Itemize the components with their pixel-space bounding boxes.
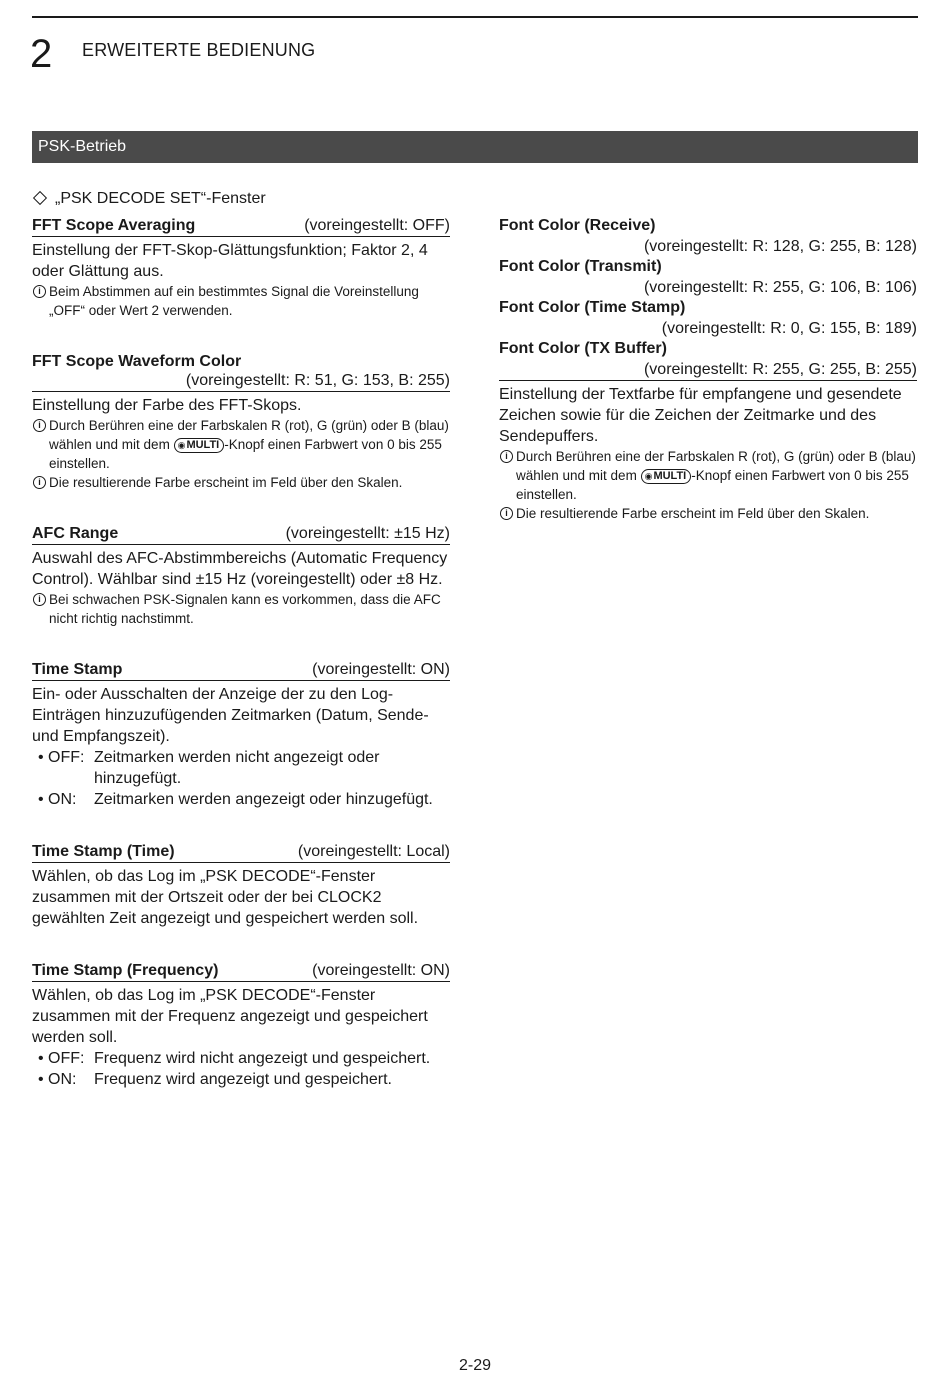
option-label: • ON:	[38, 791, 77, 808]
setting-header	[32, 961, 450, 982]
setting-description: Ein- oder Ausschalten der Anzeige der zu den Log-Einträgen hinzuzufügenden Zeitmarken (Datum, Sende- und Empfangszeit).	[32, 686, 429, 745]
setting-time-stamp-time	[32, 842, 450, 929]
note-text-b: -Knopf einen Farbwert von 0 bis 255 einstellen.	[49, 437, 442, 471]
note-text: Die resultierende Farbe erscheint im Feld über den Skalen.	[49, 475, 403, 490]
setting-default: (voreingestellt: ON)	[312, 962, 450, 979]
note	[499, 504, 917, 523]
setting-fft-color	[32, 352, 450, 492]
setting-default-tx-buffer: (voreingestellt: R: 255, G: 255, B: 255)	[499, 359, 917, 381]
note	[32, 473, 450, 492]
section-title-bar	[32, 131, 918, 163]
setting-default: (voreingestellt: R: 51, G: 153, B: 255)	[185, 372, 450, 389]
info-circle-icon: i	[33, 476, 46, 489]
info-circle-icon: i	[500, 450, 513, 463]
option-text: Zeitmarken werden nicht angezeigt oder hinzugefügt.	[94, 749, 380, 787]
setting-default-receive: (voreingestellt: R: 128, G: 255, B: 128)	[643, 238, 917, 255]
setting-default: (voreingestellt: OFF)	[304, 217, 450, 234]
multi-key-label: MULTI	[186, 439, 220, 451]
setting-default-time-stamp: (voreingestellt: R: 0, G: 155, B: 189)	[661, 320, 917, 337]
setting-header	[32, 842, 450, 863]
setting-header	[32, 352, 450, 392]
setting-name-transmit: Font Color (Transmit)	[499, 258, 662, 275]
note	[32, 416, 450, 473]
multi-key-label: MULTI	[653, 470, 687, 482]
setting-description: Einstellung der FFT-Skop-Glättungsfunktion; Faktor 2, 4 oder Glättung aus.	[32, 242, 428, 280]
setting-description: Wählen, ob das Log im „PSK DECODE“-Fenster zusammen mit der Frequenz angezeigt und gespeichert werden soll.	[32, 987, 428, 1046]
setting-description: Wählen, ob das Log im „PSK DECODE“-Fenster zusammen mit der Ortszeit oder der bei CLOCK2 gewählten Zeit angezeigt und gespeichert werden soll.	[32, 868, 419, 927]
chapter-title: ERWEITERTE BEDIENUNG	[82, 40, 316, 60]
setting-default: (voreingestellt: Local)	[297, 843, 450, 860]
multi-knob-key	[641, 469, 692, 484]
setting-description: Einstellung der Farbe des FFT-Skops.	[32, 397, 302, 414]
knob-icon: ◉	[177, 440, 186, 450]
setting-name-tx-buffer: Font Color (TX Buffer)	[499, 340, 667, 357]
setting-name-receive: Font Color (Receive)	[499, 217, 656, 234]
top-rule	[32, 16, 918, 18]
setting-name: FFT Scope Waveform Color	[32, 353, 242, 370]
knob-icon: ◉	[644, 471, 653, 481]
info-circle-icon: i	[33, 285, 46, 298]
note-text: Bei schwachen PSK-Signalen kann es vorkommen, dass die AFC nicht richtig nachstimmt.	[49, 592, 441, 626]
note	[499, 447, 917, 504]
section-title: PSK-Betrieb	[38, 138, 127, 155]
setting-name-time-stamp: Font Color (Time Stamp)	[499, 299, 686, 316]
note	[32, 282, 450, 320]
page-number: 2-29	[458, 1357, 492, 1374]
setting-font-colors	[499, 216, 917, 523]
note-text-b: -Knopf einen Farbwert von 0 bis 255 einstellen.	[516, 468, 909, 502]
note-text: Beim Abstimmen auf ein bestimmtes Signal die Voreinstellung „OFF“ oder Wert 2 verwenden.	[49, 284, 419, 318]
setting-fft-averaging	[32, 216, 450, 320]
info-circle-icon: i	[33, 593, 46, 606]
chapter-number: 2	[30, 32, 53, 76]
subsection-heading	[32, 188, 450, 210]
option-text: Frequenz wird nicht angezeigt und gespeichert.	[94, 1050, 431, 1067]
option-label: • OFF:	[38, 1050, 85, 1067]
setting-time-stamp-frequency	[32, 961, 450, 1090]
setting-name: Time Stamp	[32, 661, 123, 678]
setting-name: FFT Scope Averaging	[32, 217, 196, 234]
setting-name: Time Stamp (Time)	[32, 843, 175, 860]
setting-time-stamp	[32, 660, 450, 810]
info-circle-icon: i	[33, 419, 46, 432]
note-text: Die resultierende Farbe erscheint im Feld über den Skalen.	[516, 506, 870, 521]
note-text-a: Durch Berühren eine der Farbskalen R (rot), G (grün) oder B (blau) wählen und mit dem	[49, 418, 449, 452]
setting-header	[32, 216, 450, 237]
option-label: • OFF:	[38, 749, 85, 766]
option-text: Zeitmarken werden angezeigt oder hinzugefügt.	[94, 791, 433, 808]
diamond-outline-icon	[33, 191, 47, 205]
subsection-title: „PSK DECODE SET“-Fenster	[55, 190, 266, 207]
multi-knob-key	[174, 438, 225, 453]
setting-default-transmit: (voreingestellt: R: 255, G: 106, B: 106)	[643, 279, 917, 296]
left-column	[32, 188, 450, 1122]
info-circle-icon: i	[500, 507, 513, 520]
setting-name: AFC Range	[32, 525, 119, 542]
right-column	[499, 216, 917, 555]
note	[32, 590, 450, 628]
option-off	[32, 1048, 450, 1069]
option-text: Frequenz wird angezeigt und gespeichert.	[94, 1071, 392, 1088]
option-off	[32, 747, 450, 789]
setting-description: Einstellung der Textfarbe für empfangene und gesendete Zeichen sowie für die Zeichen der Zeitmarke und des Sendepuffers.	[499, 386, 902, 445]
setting-default: (voreingestellt: ON)	[312, 661, 450, 678]
setting-default: (voreingestellt: ±15 Hz)	[285, 525, 450, 542]
setting-header	[32, 660, 450, 681]
setting-description: Auswahl des AFC-Abstimmbereichs (Automatic Frequency Control). Wählbar sind ±15 Hz (voreingestellt) oder ±8 Hz.	[32, 550, 448, 588]
option-label: • ON:	[38, 1071, 77, 1088]
option-on	[32, 1069, 450, 1090]
note-text-a: Durch Berühren eine der Farbskalen R (rot), G (grün) oder B (blau) wählen und mit dem	[516, 449, 916, 483]
setting-header	[32, 524, 450, 545]
setting-name: Time Stamp (Frequency)	[32, 962, 219, 979]
option-on	[32, 789, 450, 810]
setting-afc-range	[32, 524, 450, 628]
